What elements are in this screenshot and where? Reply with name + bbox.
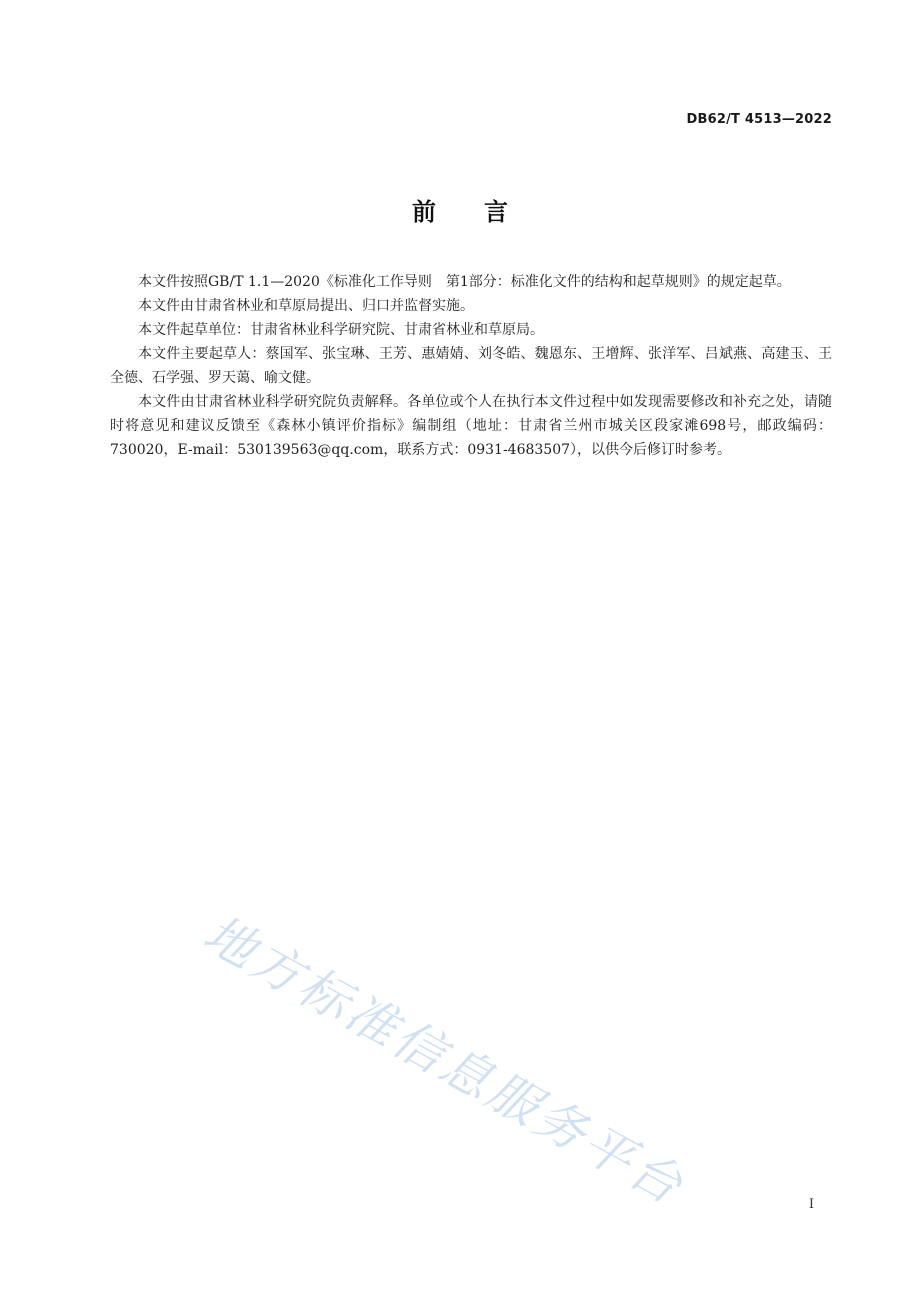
- page-number: I: [808, 1197, 814, 1212]
- paragraph-proposer: 本文件由甘肃省林业和草原局提出、归口并监督实施。: [138, 298, 474, 314]
- paragraph-interpretation: 本文件由甘肃省林业科学研究院负责解释。各单位或个人在执行本文件过程中如发现需要修改和补充之处，请随时将意见和建议反馈至《森林小镇评价指标》编制组（地址：甘肃省兰州市城关区段家滩698号，邮政编码：730020，E-mail：530139563@qq.com，联系方式：0931-4683507），以供今后修订时参考。: [110, 394, 832, 458]
- page-title: 前言: [412, 198, 556, 226]
- watermark: 地方标准信息服务平台: [194, 904, 695, 1217]
- paragraph-drafters: 本文件主要起草人：蔡国军、张宝琳、王芳、惠婧婧、刘冬皓、魏恩东、王增辉、张洋军、吕斌燕、高建玉、王全德、石学强、罗天蔼、喻文健。: [110, 346, 832, 386]
- document-code: DB62/T 4513—2022: [686, 112, 832, 127]
- preface-body: [110, 270, 832, 462]
- paragraph-drafting-units: 本文件起草单位：甘肃省林业科学研究院、甘肃省林业和草原局。: [138, 322, 544, 338]
- paragraph-drafting-rules: 本文件按照GB/T 1.1—2020《标准化工作导则 第1部分：标准化文件的结构和起草规则》的规定起草。: [138, 274, 791, 290]
